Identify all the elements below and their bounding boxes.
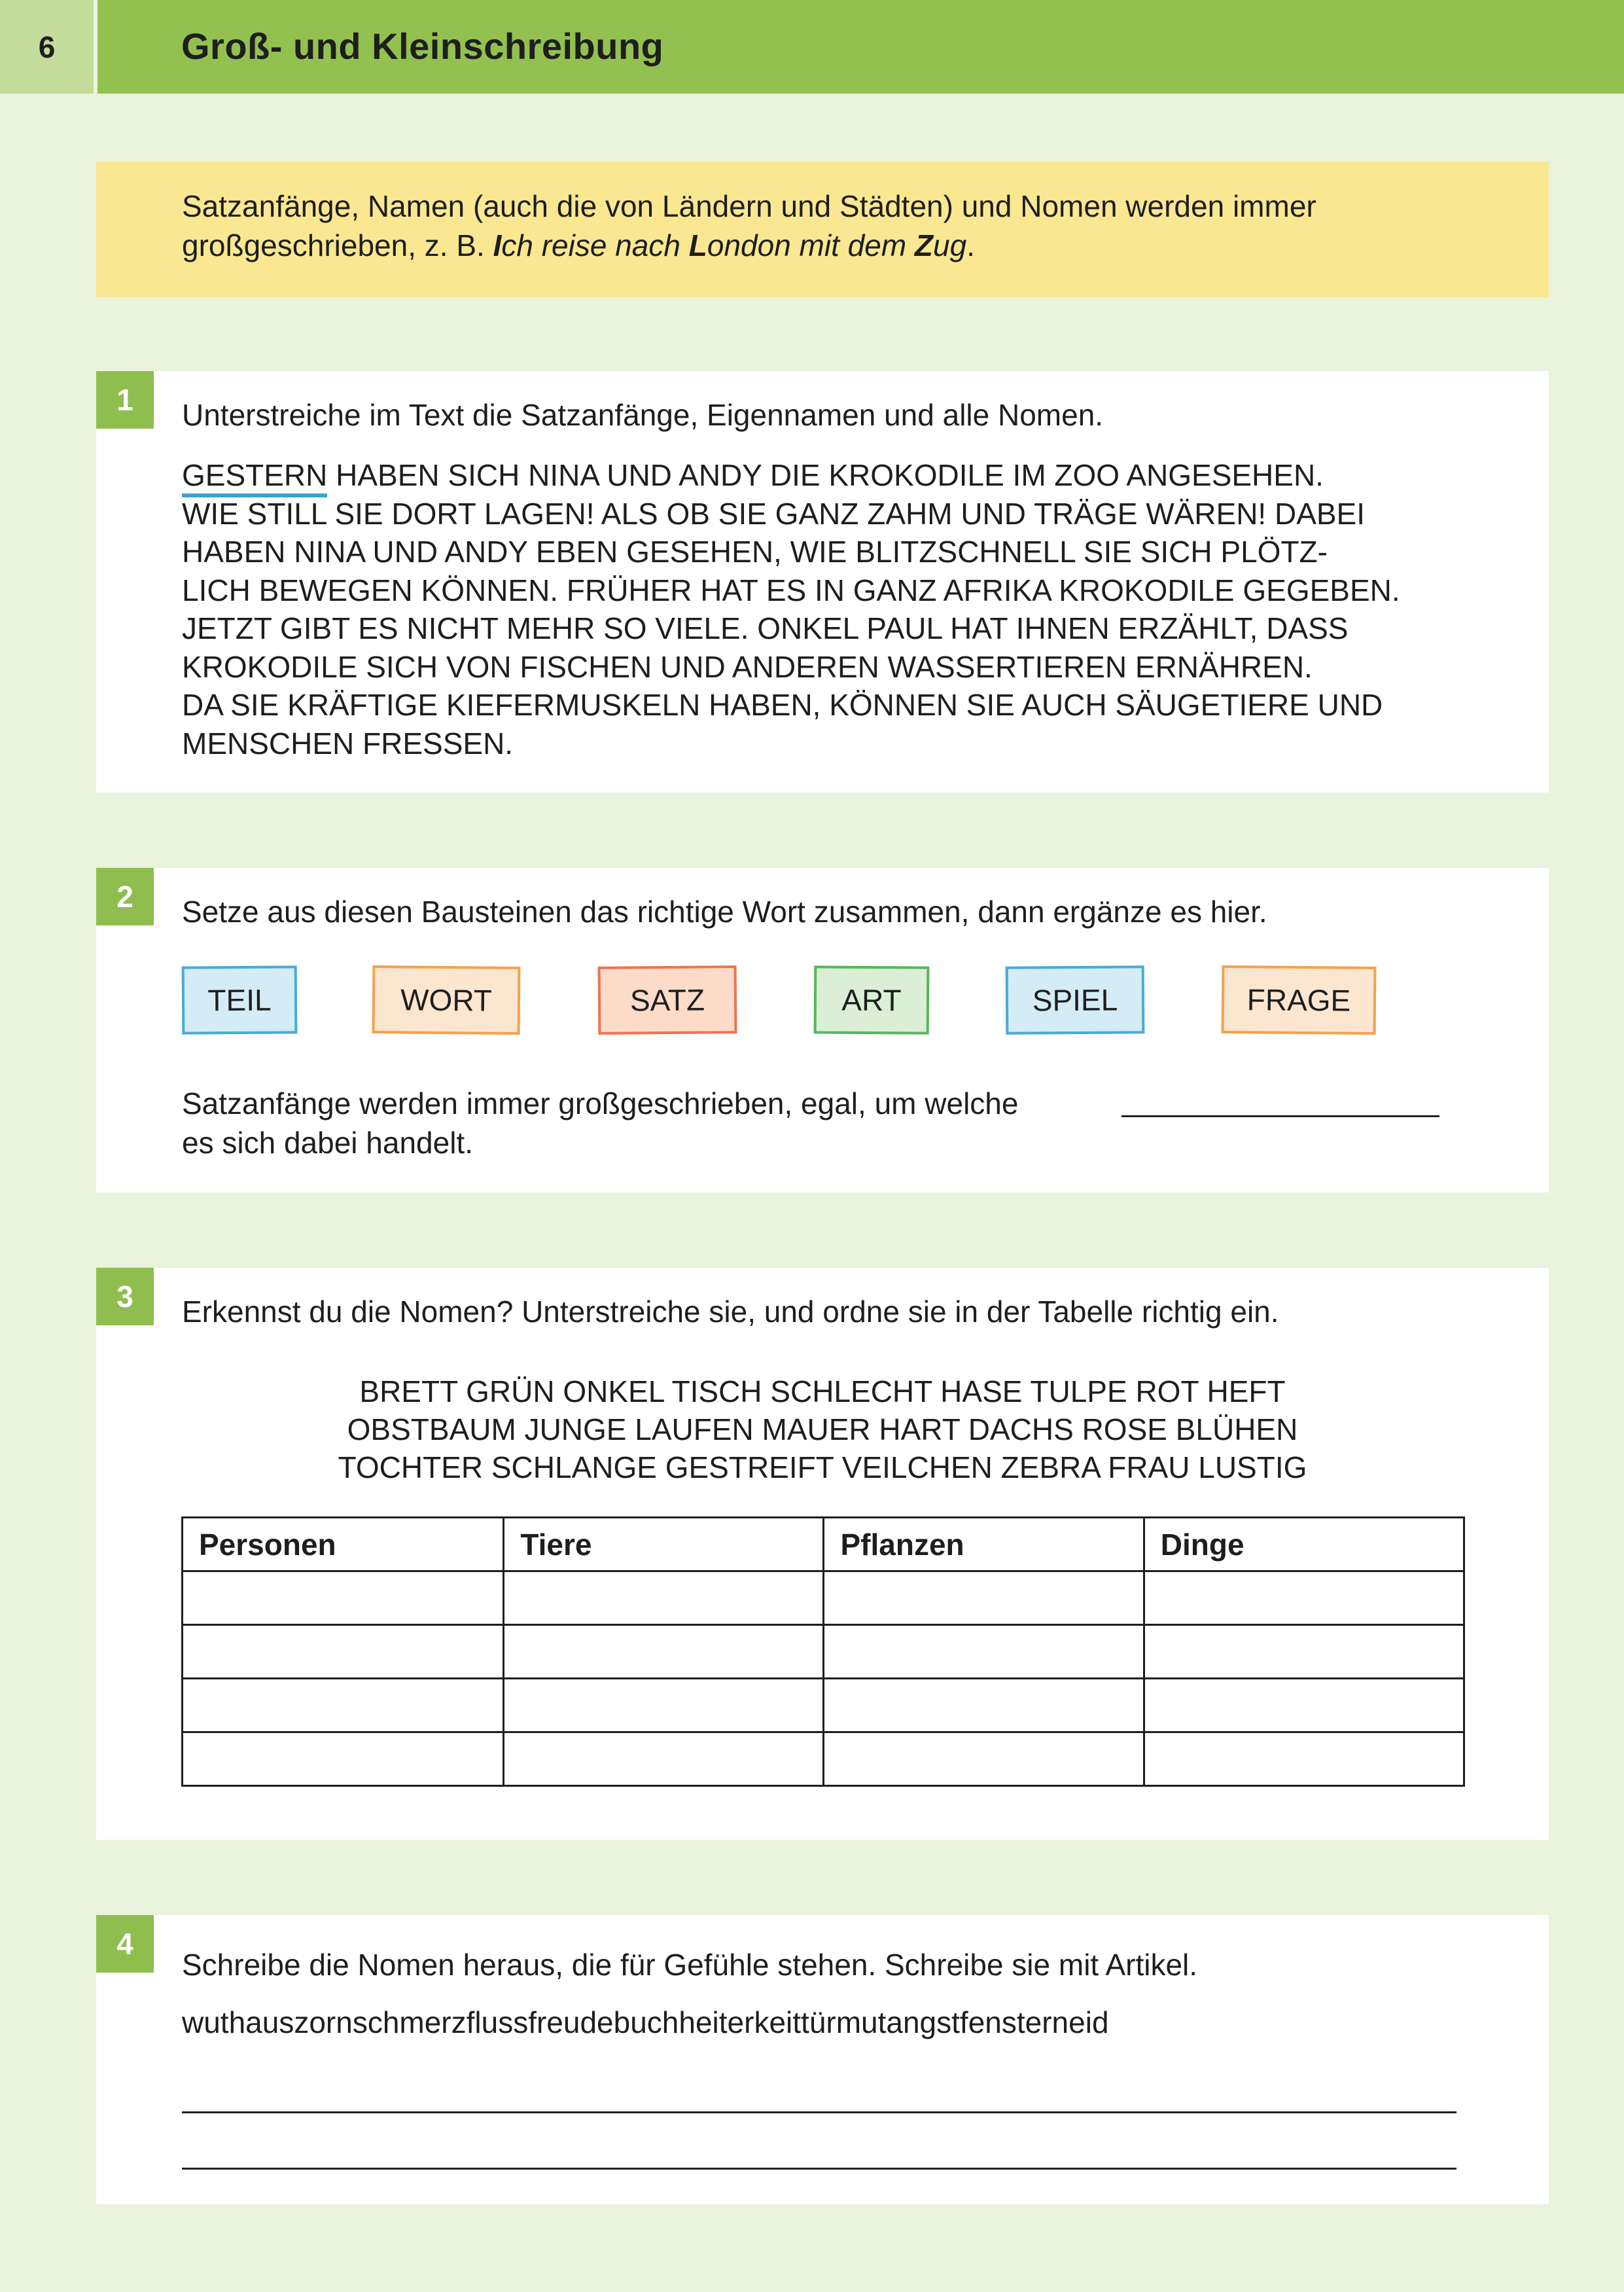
table-cell[interactable] xyxy=(1144,1679,1464,1732)
noun-table xyxy=(181,1516,1465,1787)
table-cell[interactable] xyxy=(1144,1732,1464,1786)
table-cell[interactable] xyxy=(1144,1571,1464,1625)
rule-text: Satzanfänge, Namen (auch die von Ländern und Städten) und Nomen werden immer großgeschrieben, z. B. Ich reise nach London mit dem Zug. xyxy=(182,189,1316,262)
writing-line[interactable] xyxy=(182,2168,1456,2170)
crocodile-text[interactable] xyxy=(182,456,1400,762)
title-bar xyxy=(97,0,1624,94)
word-chip-spiel[interactable]: SPIEL xyxy=(1006,965,1145,1034)
word-line: BRETT GRÜN ONKEL TISCH SCHLECHT HASE TULPE ROT HEFT xyxy=(359,1374,1286,1408)
table-row xyxy=(183,1625,1464,1679)
word-chip-wort[interactable]: WORT xyxy=(372,965,521,1035)
table-cell[interactable] xyxy=(824,1679,1144,1732)
rule-example: Ich reise nach London mit dem Zug xyxy=(493,228,967,262)
table-cell[interactable] xyxy=(824,1625,1144,1679)
table-cell[interactable] xyxy=(504,1571,824,1625)
fill-in-sentence xyxy=(182,1084,1018,1162)
task-4 xyxy=(96,1915,1549,2204)
header-tiere: Tiere xyxy=(504,1518,824,1571)
task-2 xyxy=(96,868,1549,1192)
text-line: WIE STILL SIE DORT LAGEN! ALS OB SIE GANZ ZAHM UND TRÄGE WÄREN! DABEI xyxy=(182,496,1366,531)
task-instruction: Erkennst du die Nomen? Unterstreiche sie, und ordne sie in der Tabelle richtig ein. xyxy=(182,1295,1279,1329)
underlined-word: GESTERN xyxy=(182,458,327,497)
task-number: 2 xyxy=(96,868,154,925)
page-header xyxy=(0,0,1624,94)
letter-string: wuthauszornschmerzflussfreudebuchheiterkeittürmutangstfensterneid xyxy=(182,2005,1109,2039)
text-line: HABEN NINA UND ANDY EBEN GESEHEN, WIE BLITZSCHNELL SIE SICH PLÖTZ- xyxy=(182,535,1328,569)
word-chip-satz[interactable]: SATZ xyxy=(598,965,737,1035)
text-line: GESTERN HABEN SICH NINA UND ANDY DIE KROKODILE IM ZOO ANGESEHEN. xyxy=(182,456,1400,495)
word-line: TOCHTER SCHLANGE GESTREIFT VEILCHEN ZEBRA FRAU LUSTIG xyxy=(338,1450,1307,1484)
table-cell[interactable] xyxy=(504,1732,824,1786)
rule-statement: Satzanfänge, Namen (auch die von Ländern und Städten) und Nomen werden immer großgeschrieben, z. B. xyxy=(182,189,1316,262)
text-line: KROKODILE SICH VON FISCHEN UND ANDEREN WASSERTIEREN ERNÄHREN. xyxy=(182,649,1313,684)
table-cell[interactable] xyxy=(504,1625,824,1679)
task-instruction: Unterstreiche im Text die Satzanfänge, Eigennamen und alle Nomen. xyxy=(182,398,1104,432)
page-title: Groß- und Kleinschreibung xyxy=(181,26,664,67)
table-cell[interactable] xyxy=(183,1679,504,1732)
task-3 xyxy=(96,1268,1549,1840)
table-cell[interactable] xyxy=(824,1571,1144,1625)
sentence-part-2: es sich dabei handelt. xyxy=(182,1126,473,1160)
table-cell[interactable] xyxy=(504,1679,824,1732)
table-cell[interactable] xyxy=(183,1732,504,1786)
page-number: 6 xyxy=(0,0,94,94)
rule-box xyxy=(96,162,1549,297)
table-row xyxy=(183,1679,1464,1732)
word-chip-teil[interactable]: TEIL xyxy=(182,965,298,1034)
text-line: MENSCHEN FRESSEN. xyxy=(182,726,514,761)
word-line: OBSTBAUM JUNGE LAUFEN MAUER HART DACHS ROSE BLÜHEN xyxy=(347,1412,1298,1446)
table-row xyxy=(183,1732,1464,1786)
word-list[interactable] xyxy=(96,1372,1549,1486)
writing-line[interactable] xyxy=(182,2111,1456,2113)
text-line: JETZT GIBT ES NICHT MEHR SO VIELE. ONKEL PAUL HAT IHNEN ERZÄHLT, DASS xyxy=(182,611,1349,645)
header-pflanzen: Pflanzen xyxy=(824,1518,1144,1571)
table-header-row xyxy=(183,1518,1464,1571)
table-cell[interactable] xyxy=(183,1571,504,1625)
task-instruction: Schreibe die Nomen heraus, die für Gefühle stehen. Schreibe sie mit Artikel. xyxy=(182,1948,1198,1982)
task-number: 4 xyxy=(96,1915,154,1973)
table-row xyxy=(183,1571,1464,1625)
word-chip-frage[interactable]: FRAGE xyxy=(1222,965,1377,1035)
table-cell[interactable] xyxy=(1144,1625,1464,1679)
answer-blank[interactable] xyxy=(1121,1115,1439,1117)
text-line: LICH BEWEGEN KÖNNEN. FRÜHER HAT ES IN GANZ AFRIKA KROKODILE GEGEBEN. xyxy=(182,573,1400,607)
task-number: 3 xyxy=(96,1268,154,1325)
table-cell[interactable] xyxy=(183,1625,504,1679)
word-chip-art[interactable]: ART xyxy=(814,965,930,1034)
task-instruction: Setze aus diesen Bausteinen das richtige Wort zusammen, dann ergänze es hier. xyxy=(182,895,1267,929)
header-personen: Personen xyxy=(183,1518,504,1571)
task-1 xyxy=(96,371,1549,793)
text-line: DA SIE KRÄFTIGE KIEFERMUSKELN HABEN, KÖNNEN SIE AUCH SÄUGETIERE UND xyxy=(182,688,1383,722)
header-dinge: Dinge xyxy=(1144,1518,1464,1571)
table-cell[interactable] xyxy=(824,1732,1144,1786)
sentence-part-1: Satzanfänge werden immer großgeschrieben, egal, um welche xyxy=(182,1086,1019,1120)
task-number: 1 xyxy=(96,371,154,429)
